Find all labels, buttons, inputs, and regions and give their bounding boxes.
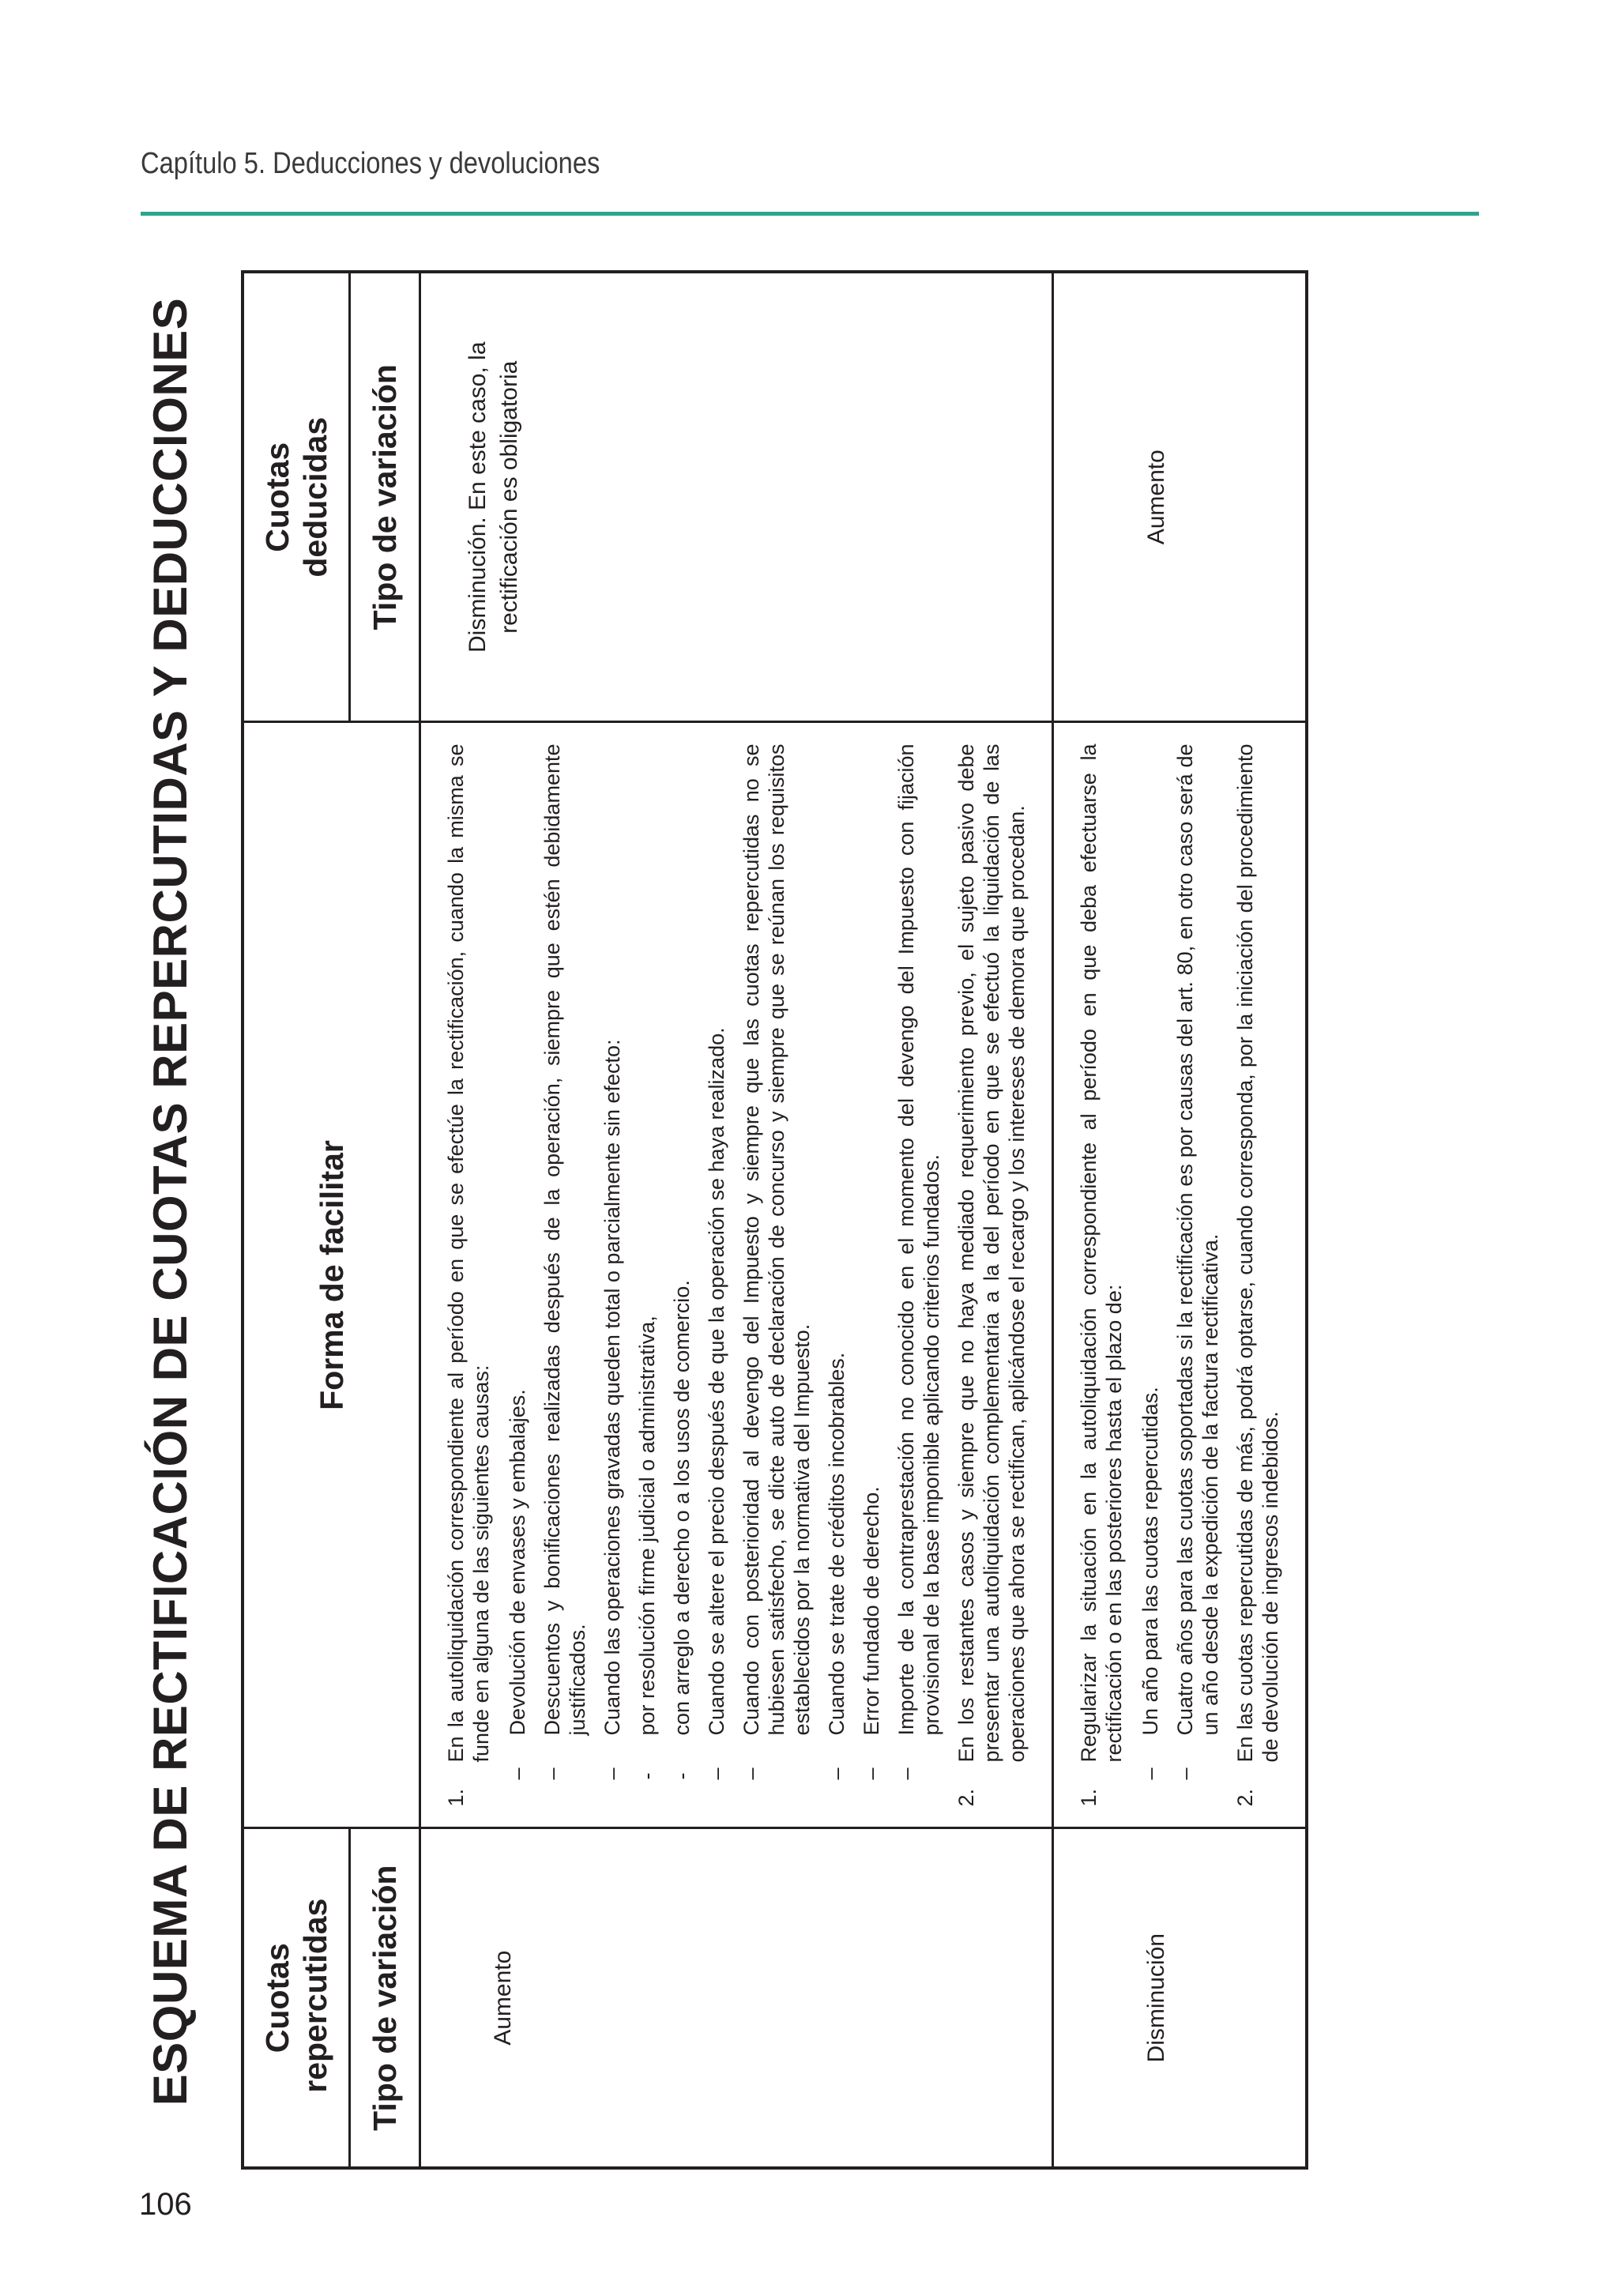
sub-item: – Importe de la contraprestación no conocido en el momento del devengo del Impuesto con fijación provisional de la base imponible aplicando criterios fundados. xyxy=(894,743,943,1780)
list-item: 2. En los restantes casos y siempre que no haya mediado requerimiento previo, el sujeto pasivo debe presentar una autoliquidación complementaria a la del período en que se efectuó la liquidación de las operaciones que ahora se rectifican, aplicándose el recargo y los intereses de demora que procedan. xyxy=(954,743,1029,1807)
header-rule xyxy=(141,212,1479,216)
table-row xyxy=(1053,272,1308,2168)
header-forma-de-facilitar: Forma de facilitar xyxy=(243,722,420,1828)
header-tipo-variacion-deducidas: Tipo de variación xyxy=(350,272,420,722)
header-cuotas-repercutidas: Cuotas repercutidas xyxy=(243,1828,350,2168)
sub-item: – Devolución de envases y embalajes. xyxy=(506,1389,529,1780)
tipo-repercutidas-cell: Aumento xyxy=(420,1828,1053,2168)
header-cuotas-deducidas: Cuotas deducidas xyxy=(243,272,350,722)
tipo-repercutidas-cell: Disminución xyxy=(1053,1828,1308,2168)
sub-item: – Cuando con posterioridad al devengo del Impuesto y siempre que las cuotas repercutidas no se hubiesen satisfecho, se dicte auto de declaración de concurso y siempre que se reúnan los requisitos establecidos por la normativa del Impuesto. xyxy=(739,743,814,1780)
page-title: ESQUEMA DE RECTIFICACIÓN DE CUOTAS REPERCUTIDAS Y DEDUCCIONES xyxy=(144,297,197,2106)
header-tipo-variacion-repercutidas: Tipo de variación xyxy=(350,1828,420,2168)
sub-item: – Cuando se altere el precio después de que la operación se haya realizado. xyxy=(705,1027,728,1780)
list-item: 1. Regularizar la situación en la autoliquidación correspondiente al período en que deba efectuarse la rectificación o en las posteriores hasta el plazo de: xyxy=(1077,743,1126,1807)
tipo-deducidas-cell: Disminución. En este caso, la rectificación es obligatoria xyxy=(420,272,1053,722)
sub-item: – Cuando se trate de créditos incobrables. xyxy=(825,1352,849,1780)
rectification-table xyxy=(241,270,1308,2170)
sub-item: - por resolución firme judicial o administrativa, xyxy=(635,1315,659,1780)
sub-item: – Cuando las operaciones gravadas queden total o parcialmente sin efecto: xyxy=(600,1039,624,1780)
sub-item: - con arreglo a derecho o a los usos de comercio. xyxy=(670,1280,694,1780)
list-item: 1. En la autoliquidación correspondiente al período en que se efectúe la rectificación, cuando la misma se funde en alguna de las siguientes causas: xyxy=(444,743,493,1807)
sub-item: – Descuentos y bonificaciones realizadas después de la operación, siempre que estén debidamente justificados. xyxy=(540,743,589,1780)
tipo-deducidas-cell: Aumento xyxy=(1053,272,1308,722)
page-number: 106 xyxy=(139,2187,192,2222)
sub-item: – Un año para las cuotas repercutidas. xyxy=(1138,1387,1162,1780)
list-item: 2. En las cuotas repercutidas de más, podrá optarse, cuando corresponda, por la iniciación del procedimiento de devolución de ingresos indebidos. xyxy=(1233,743,1282,1807)
table-row xyxy=(420,272,1053,2168)
rotated-content xyxy=(0,234,1359,2170)
forma-cell xyxy=(1053,722,1308,1828)
running-head: Capítulo 5. Deducciones y devoluciones xyxy=(141,147,600,180)
sub-item: – Error fundado de derecho. xyxy=(860,1486,883,1780)
forma-cell xyxy=(420,722,1053,1828)
sub-item: – Cuatro años para las cuotas soportadas si la rectificación es por causas del art. 80, en otro caso será de un año desde la expedición de la factura rectificativa. xyxy=(1173,743,1222,1780)
